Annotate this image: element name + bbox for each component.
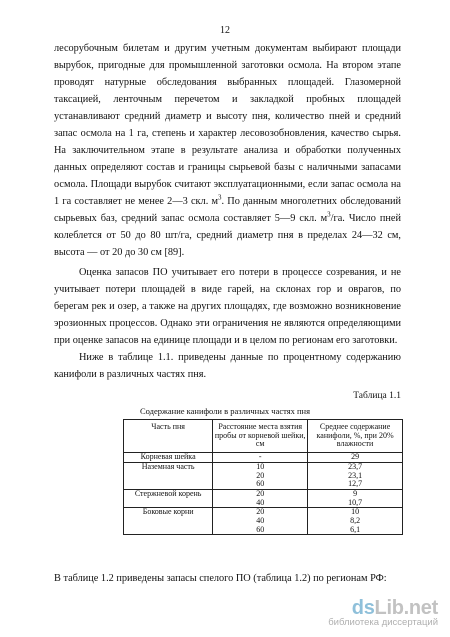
table-cell-part: Стержневой корень [124,489,213,507]
table-cell-content [308,508,403,535]
cell-value: 10 [256,461,265,471]
cell-value: - [258,452,262,462]
table-cell-content [308,489,403,507]
cell-value: 20 [256,507,265,517]
paragraph-1-text-b: . По данным многолетних обследований сырьевых баз, средний запас осмола составляет 5—9 скл. м [54,196,401,224]
table-cell-distance [213,508,308,535]
cell-value: 10,7 [348,497,363,507]
table-cell-part: Боковые корни [124,508,213,535]
table-cell-distance [213,489,308,507]
column-header: Расстояние места взятия пробы от корневой шейки, см [213,420,308,453]
table-title: Содержание канифоли в различных частях пня [139,406,311,416]
table-label: Таблица 1.1 [353,391,401,401]
paragraph-3: Ниже в таблице 1.1. приведены данные по процентному содержанию канифоли в различных частях пня. [54,352,401,380]
table-cell-part: Корневая шейка [124,453,213,463]
cell-value: 9 [353,488,358,498]
cell-value: 29 [351,452,360,462]
final-line: В таблице 1.2 приведены запасы спелого ПО (таблица 1.2) по регионам РФ: [54,573,387,584]
cell-value: 10 [351,507,360,517]
paragraph-2: Оценка запасов ПО учитывает его потери в процессе созревания, и не учитывает потери площадей в виде гарей, на склонах гор и оврагов, по берегам рек и озер, а также на других площадях, где возможно возникновение эрозионных процессов. Однако эти ограничения не являются определяющими при оценке запасов на единице площади и в целом по регионам его заготовки. [54,267,401,346]
column-header: Часть пня [124,420,213,453]
table-row [124,462,403,489]
table-cell-distance [213,462,308,489]
cell-value: 20 [256,488,265,498]
table-cell-part: Наземная часть [124,462,213,489]
cell-value: 60 [256,524,265,534]
watermark-logo-ds: ds [351,597,375,619]
watermark-logo-lib: Lib.net [374,597,438,619]
watermark[interactable] [318,597,438,628]
watermark-subtitle: библиотека диссертаций [328,617,438,628]
resin-content-table [123,419,403,535]
cell-value: 23,7 [348,461,363,471]
table-row [124,508,403,535]
table-row [124,489,403,507]
cell-value: 23,1 [348,470,363,480]
table-cell-content [308,462,403,489]
column-header: Среднее содержание канифоли, %, при 20% влажности [308,420,403,453]
cell-value: 40 [256,516,265,526]
table-cell-content [308,453,403,463]
page-number: 12 [220,25,230,36]
paragraph-1-text: лесорубочным билетам и другим учетным документам выбирают площади вырубок, пригодные для промышленной заготовки осмола. На втором этапе проводят натурные обследования выбранных площадей. Глазомерной таксацией, ленточным перечетом и закладкой пробных площадей устанавливают средний диаметр и высоту пня, количество пней и средний запас осмола на 1 га, степень и характер лесовозобновления, качество сырья. На заключительном этапе в результате анализа и обработки полученных данных определяют состав и границы сырьевой базы с наличными запасами осмола. Площади вырубок считают эксплуатационными, если запас осмола на 1 га составляет не менее 2—3 скл. м [54,43,401,207]
cell-value: 40 [256,497,265,507]
cell-value: 60 [256,479,265,489]
paragraph-1-text-c: /га. Число пней колеблется от 50 до 80 шт/га, средний диаметр пня в пределах 24—32 см, высота — от 20 до 30 см [89]. [54,213,401,258]
superscript: 3 [327,210,331,219]
superscript: 3 [217,193,222,202]
cell-value: 20 [256,470,265,480]
paragraph-1 [54,40,401,261]
table-header-row [124,420,403,453]
table-cell-distance [213,453,308,463]
cell-value: 12,7 [348,479,363,489]
table-row [124,453,403,463]
cell-value: 8,2 [350,516,361,526]
cell-value: 6,1 [350,524,361,534]
